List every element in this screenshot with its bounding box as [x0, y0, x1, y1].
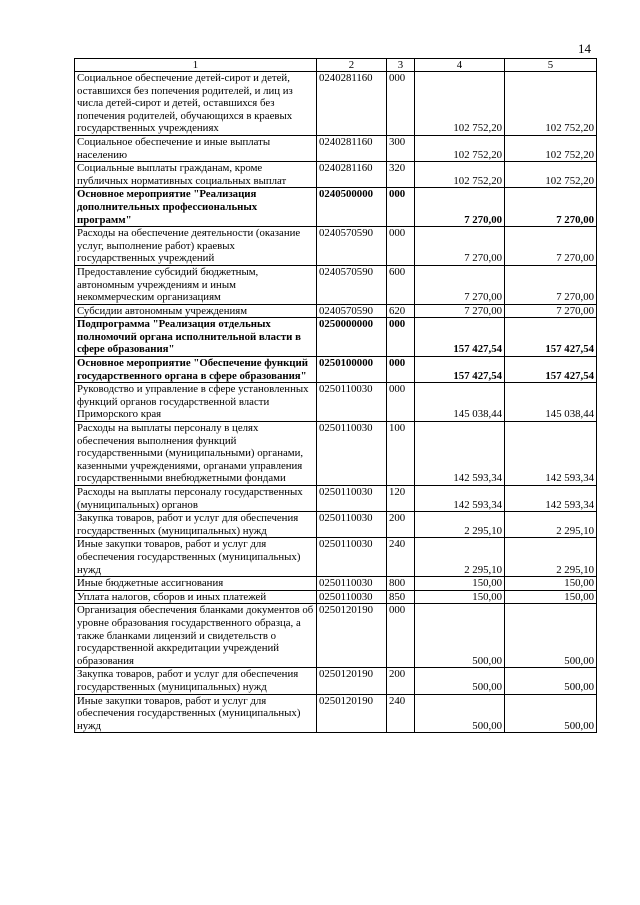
row-amount-1-cell: 7 270,00 — [415, 265, 505, 304]
row-expense-type-cell: 000 — [387, 604, 415, 668]
table-row — [75, 72, 597, 136]
row-code-cell: 0250110030 — [317, 383, 387, 422]
row-amount-2-cell: 102 752,20 — [505, 72, 597, 136]
row-amount-2-cell: 150,00 — [505, 590, 597, 604]
row-amount-2-cell: 150,00 — [505, 577, 597, 591]
row-code-cell: 0250120190 — [317, 668, 387, 694]
row-name-cell: Расходы на обеспечение деятельности (оказание услуг, выполнение работ) краевых государственных учреждений — [75, 227, 317, 266]
row-name-cell: Иные закупки товаров, работ и услуг для обеспечения государственных (муниципальных) нужд — [75, 694, 317, 733]
row-amount-1-cell: 145 038,44 — [415, 383, 505, 422]
table-row — [75, 422, 597, 486]
row-amount-1-cell: 102 752,20 — [415, 162, 505, 188]
row-expense-type-cell: 800 — [387, 577, 415, 591]
table-row — [75, 538, 597, 577]
row-expense-type-cell: 200 — [387, 668, 415, 694]
table-header-row — [75, 59, 597, 72]
row-name-cell: Предоставление субсидий бюджетным, автономным учреждениям и иным некоммерческим организациям — [75, 265, 317, 304]
table-row — [75, 227, 597, 266]
row-amount-1-cell: 2 295,10 — [415, 538, 505, 577]
row-name-cell: Расходы на выплаты персоналу государственных (муниципальных) органов — [75, 486, 317, 512]
row-amount-2-cell: 500,00 — [505, 604, 597, 668]
row-amount-1-cell: 7 270,00 — [415, 227, 505, 266]
budget-table-body — [75, 59, 597, 733]
row-amount-1-cell: 142 593,34 — [415, 486, 505, 512]
row-expense-type-cell: 000 — [387, 318, 415, 357]
row-code-cell: 0250110030 — [317, 512, 387, 538]
row-expense-type-cell: 240 — [387, 694, 415, 733]
table-row — [75, 694, 597, 733]
row-code-cell: 0240281160 — [317, 135, 387, 161]
row-expense-type-cell: 000 — [387, 383, 415, 422]
table-row — [75, 668, 597, 694]
table-row — [75, 265, 597, 304]
table-row — [75, 162, 597, 188]
row-amount-2-cell: 2 295,10 — [505, 538, 597, 577]
row-expense-type-cell: 600 — [387, 265, 415, 304]
table-row — [75, 135, 597, 161]
row-code-cell: 0240570590 — [317, 304, 387, 318]
row-amount-1-cell: 500,00 — [415, 604, 505, 668]
column-header: 2 — [317, 59, 387, 72]
row-expense-type-cell: 000 — [387, 72, 415, 136]
row-amount-1-cell: 142 593,34 — [415, 422, 505, 486]
row-amount-2-cell: 500,00 — [505, 668, 597, 694]
row-expense-type-cell: 300 — [387, 135, 415, 161]
row-amount-2-cell: 7 270,00 — [505, 188, 597, 227]
table-row — [75, 188, 597, 227]
row-amount-1-cell: 7 270,00 — [415, 304, 505, 318]
row-name-cell: Иные закупки товаров, работ и услуг для обеспечения государственных (муниципальных) нужд — [75, 538, 317, 577]
row-name-cell: Руководство и управление в сфере установленных функций органов государственной власти Приморского края — [75, 383, 317, 422]
row-name-cell: Подпрограмма "Реализация отдельных полномочий органа исполнительной власти в сфере образования" — [75, 318, 317, 357]
row-code-cell: 0250110030 — [317, 590, 387, 604]
table-row — [75, 318, 597, 357]
row-name-cell: Организация обеспечения бланками документов об уровне образования государственного образца, а также бланками лицензий и свидетельств о государственной аккредитации учреждений образования — [75, 604, 317, 668]
row-code-cell: 0250120190 — [317, 694, 387, 733]
table-row — [75, 604, 597, 668]
row-name-cell: Социальные выплаты гражданам, кроме публичных нормативных социальных выплат — [75, 162, 317, 188]
table-row — [75, 577, 597, 591]
row-amount-1-cell: 157 427,54 — [415, 318, 505, 357]
row-amount-1-cell: 500,00 — [415, 694, 505, 733]
row-amount-2-cell: 102 752,20 — [505, 162, 597, 188]
row-amount-2-cell: 157 427,54 — [505, 318, 597, 357]
row-name-cell: Основное мероприятие "Реализация дополнительных профессиональных программ" — [75, 188, 317, 227]
row-amount-1-cell: 2 295,10 — [415, 512, 505, 538]
row-code-cell: 0250110030 — [317, 538, 387, 577]
column-header: 5 — [505, 59, 597, 72]
column-header: 3 — [387, 59, 415, 72]
row-amount-2-cell: 102 752,20 — [505, 135, 597, 161]
row-amount-2-cell: 7 270,00 — [505, 304, 597, 318]
row-name-cell: Расходы на выплаты персоналу в целях обеспечения выполнения функций государственными (муниципальными) органами, казенными учреждениями, органами управления государственными внебюджетными фондами — [75, 422, 317, 486]
row-name-cell: Уплата налогов, сборов и иных платежей — [75, 590, 317, 604]
row-expense-type-cell: 240 — [387, 538, 415, 577]
table-row — [75, 590, 597, 604]
row-expense-type-cell: 200 — [387, 512, 415, 538]
row-expense-type-cell: 000 — [387, 188, 415, 227]
column-header: 4 — [415, 59, 505, 72]
row-expense-type-cell: 620 — [387, 304, 415, 318]
row-expense-type-cell: 850 — [387, 590, 415, 604]
row-name-cell: Основное мероприятие "Обеспечение функций государственного органа в сфере образования" — [75, 357, 317, 383]
row-amount-2-cell: 7 270,00 — [505, 227, 597, 266]
row-code-cell: 0250000000 — [317, 318, 387, 357]
row-code-cell: 0250110030 — [317, 577, 387, 591]
table-row — [75, 512, 597, 538]
row-name-cell: Социальное обеспечение и иные выплаты населению — [75, 135, 317, 161]
row-amount-1-cell: 150,00 — [415, 577, 505, 591]
column-header: 1 — [75, 59, 317, 72]
table-row — [75, 357, 597, 383]
row-code-cell: 0240500000 — [317, 188, 387, 227]
row-amount-2-cell: 142 593,34 — [505, 422, 597, 486]
row-code-cell: 0250120190 — [317, 604, 387, 668]
row-code-cell: 0250100000 — [317, 357, 387, 383]
row-code-cell: 0240570590 — [317, 227, 387, 266]
row-code-cell: 0240281160 — [317, 72, 387, 136]
row-amount-1-cell: 7 270,00 — [415, 188, 505, 227]
row-amount-1-cell: 150,00 — [415, 590, 505, 604]
row-expense-type-cell: 320 — [387, 162, 415, 188]
row-amount-1-cell: 157 427,54 — [415, 357, 505, 383]
row-name-cell: Социальное обеспечение детей-сирот и детей, оставшихся без попечения родителей, и лиц из числа детей-сирот и детей, оставшихся без попечения родителей, обучающихся в краевых государственных учреждениях — [75, 72, 317, 136]
row-amount-1-cell: 102 752,20 — [415, 72, 505, 136]
table-row — [75, 304, 597, 318]
row-name-cell: Закупка товаров, работ и услуг для обеспечения государственных (муниципальных) нужд — [75, 512, 317, 538]
budget-table — [74, 58, 597, 733]
row-amount-1-cell: 102 752,20 — [415, 135, 505, 161]
row-amount-2-cell: 2 295,10 — [505, 512, 597, 538]
row-expense-type-cell: 000 — [387, 357, 415, 383]
row-code-cell: 0240570590 — [317, 265, 387, 304]
row-amount-2-cell: 7 270,00 — [505, 265, 597, 304]
row-code-cell: 0250110030 — [317, 486, 387, 512]
row-code-cell: 0240281160 — [317, 162, 387, 188]
table-row — [75, 486, 597, 512]
row-name-cell: Субсидии автономным учреждениям — [75, 304, 317, 318]
row-amount-1-cell: 500,00 — [415, 668, 505, 694]
row-amount-2-cell: 142 593,34 — [505, 486, 597, 512]
table-row — [75, 383, 597, 422]
row-code-cell: 0250110030 — [317, 422, 387, 486]
row-expense-type-cell: 120 — [387, 486, 415, 512]
page-number: 14 — [578, 41, 591, 56]
row-name-cell: Закупка товаров, работ и услуг для обеспечения государственных (муниципальных) нужд — [75, 668, 317, 694]
row-name-cell: Иные бюджетные ассигнования — [75, 577, 317, 591]
row-amount-2-cell: 145 038,44 — [505, 383, 597, 422]
row-expense-type-cell: 000 — [387, 227, 415, 266]
row-expense-type-cell: 100 — [387, 422, 415, 486]
row-amount-2-cell: 157 427,54 — [505, 357, 597, 383]
row-amount-2-cell: 500,00 — [505, 694, 597, 733]
